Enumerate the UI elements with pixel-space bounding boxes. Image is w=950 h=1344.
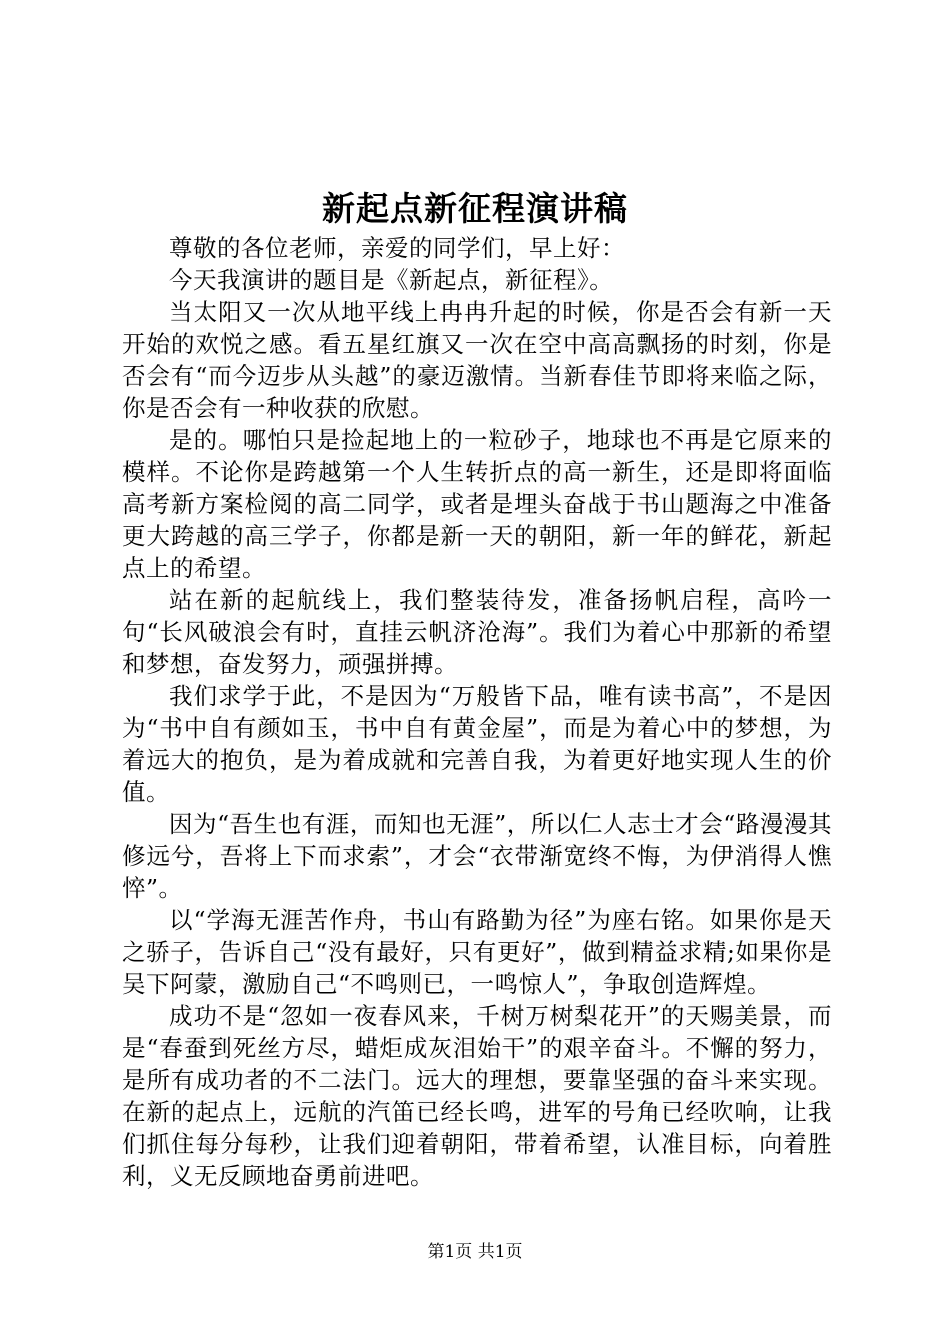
document-title: 新起点新征程演讲稿 xyxy=(322,189,628,228)
document-body xyxy=(122,232,832,1192)
paragraph: 站在新的起航线上，我们整装待发，准备扬帆启程，高吟一句“长风破浪会有时，直挂云帆济沧海”。我们为着心中那新的希望和梦想，奋发努力，顽强拼搏。 xyxy=(122,586,832,678)
paragraph: 是的。哪怕只是捡起地上的一粒砂子，地球也不再是它原来的模样。不论你是跨越第一个人生转折点的高一新生，还是即将面临高考新方案检阅的高二同学，或者是埋头奋战于书山题海之中准备更大跨越的高三学子，你都是新一天的朝阳，新一年的鲜花，新起点上的希望。 xyxy=(122,426,832,582)
paragraph: 我们求学于此，不是因为“万般皆下品，唯有读书高”，不是因为“书中自有颜如玉，书中自有黄金屋”，而是为着心中的梦想，为着远大的抱负，是为着成就和完善自我，为着更好地实现人生的价值。 xyxy=(122,682,832,806)
paragraph: 当太阳又一次从地平线上冉冉升起的时候，你是否会有新一天开始的欢悦之感。看五星红旗又一次在空中高高飘扬的时刻，你是否会有“而今迈步从头越”的豪迈激情。当新春佳节即将来临之际，你是否会有一种收获的欣慰。 xyxy=(122,298,832,422)
paragraph-greeting: 尊敬的各位老师，亲爱的同学们，早上好： xyxy=(169,234,625,262)
paragraph: 成功不是“忽如一夜春风来，千树万树梨花开”的天赐美景，而是“春蚕到死丝方尽，蜡炬成灰泪始干”的艰辛奋斗。不懈的努力，是所有成功者的不二法门。远大的理想，要靠坚强的奋斗来实现。在新的起点上，远航的汽笛已经长鸣，进军的号角已经吹响，让我们抓住每分每秒，让我们迎着朝阳，带着希望，认准目标，向着胜利，义无反顾地奋勇前进吧。 xyxy=(122,1002,832,1190)
paragraph: 以“学海无涯苦作舟，书山有路勤为径”为座右铭。如果你是天之骄子，告诉自己“没有最好，只有更好”，做到精益求精;如果你是吴下阿蒙，激励自己“不鸣则已，一鸣惊人”，争取创造辉煌。 xyxy=(122,906,832,998)
page-number-footer: 第1页 共1页 xyxy=(427,1242,523,1262)
paragraph-topic: 今天我演讲的题目是《新起点，新征程》。 xyxy=(169,266,614,294)
paragraph: 因为“吾生也有涯，而知也无涯”，所以仁人志士才会“路漫漫其修远兮，吾将上下而求索”，才会“衣带渐宽终不悔，为伊消得人憔悴”。 xyxy=(122,810,832,902)
